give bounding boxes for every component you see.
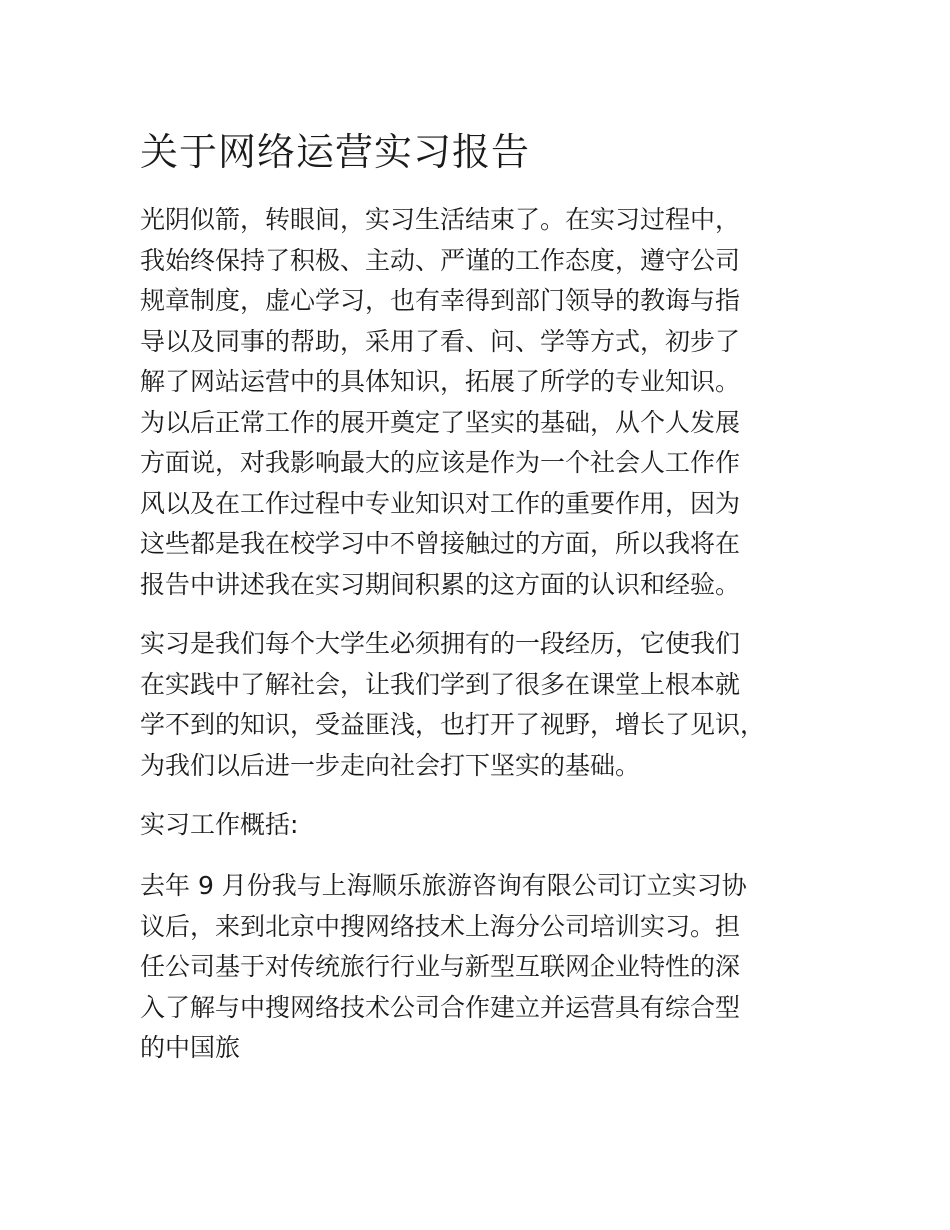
text-line: 入了解与中搜网络技术公司合作建立并运营具有综合型 (140, 992, 741, 1022)
text-line: 为我们以后进一步走向社会打下坚实的基础。 (140, 750, 641, 780)
text-line: 为以后正常工作的展开奠定了坚实的基础，从个人发展 (140, 407, 741, 437)
section-heading-work-overview (140, 805, 820, 846)
text-line: 导以及同事的帮助，采用了看、问、学等方式，初步了 (140, 326, 741, 356)
text-line: 实习是我们每个大学生必须拥有的一段经历，它使我们 (140, 629, 741, 658)
paragraph-internship-meaning (140, 624, 820, 786)
document-title: 关于网络运营实习报告 (140, 130, 531, 174)
text-line: 我始终保持了积极、主动、严谨的工作态度，遵守公司 (140, 245, 741, 275)
text-line: 在实践中了解社会，让我们学到了很多在课堂上根本就 (140, 669, 741, 699)
text-line: 去年 9 月份我与上海顺乐旅游咨询有限公司订立实习协 (140, 871, 747, 900)
text-line: 报告中讲述我在实习期间积累的这方面的认识和经验。 (140, 569, 741, 599)
text-line: 光阴似箭，转眼间，实习生活结束了。在实习过程中， (140, 205, 741, 234)
text-line: 的中国旅 (140, 1033, 241, 1062)
text-line: 议后，来到北京中搜网络技术上海分公司培训实习。担 (140, 911, 741, 941)
text-line: 规章制度，虚心学习，也有幸得到部门领导的教诲与指 (140, 286, 741, 315)
text-line: 实习工作概括: (140, 810, 299, 839)
text-line: 风以及在工作过程中专业知识对工作的重要作用，因为 (140, 488, 741, 518)
text-line: 这些都是我在校学习中不曾接触过的方面，所以我将在 (140, 529, 741, 558)
text-line: 解了网站运营中的具体知识，拓展了所学的专业知识。 (140, 367, 741, 396)
text-line: 学不到的知识，受益匪浅，也打开了视野，增长了见识， (140, 710, 766, 739)
text-line: 任公司基于对传统旅行行业与新型互联网企业特性的深 (140, 952, 741, 981)
text-line: 方面说，对我影响最大的应该是作为一个社会人工作作 (140, 448, 741, 477)
paragraph-internship-summary (140, 200, 820, 605)
paragraph-work-details (140, 866, 820, 1069)
